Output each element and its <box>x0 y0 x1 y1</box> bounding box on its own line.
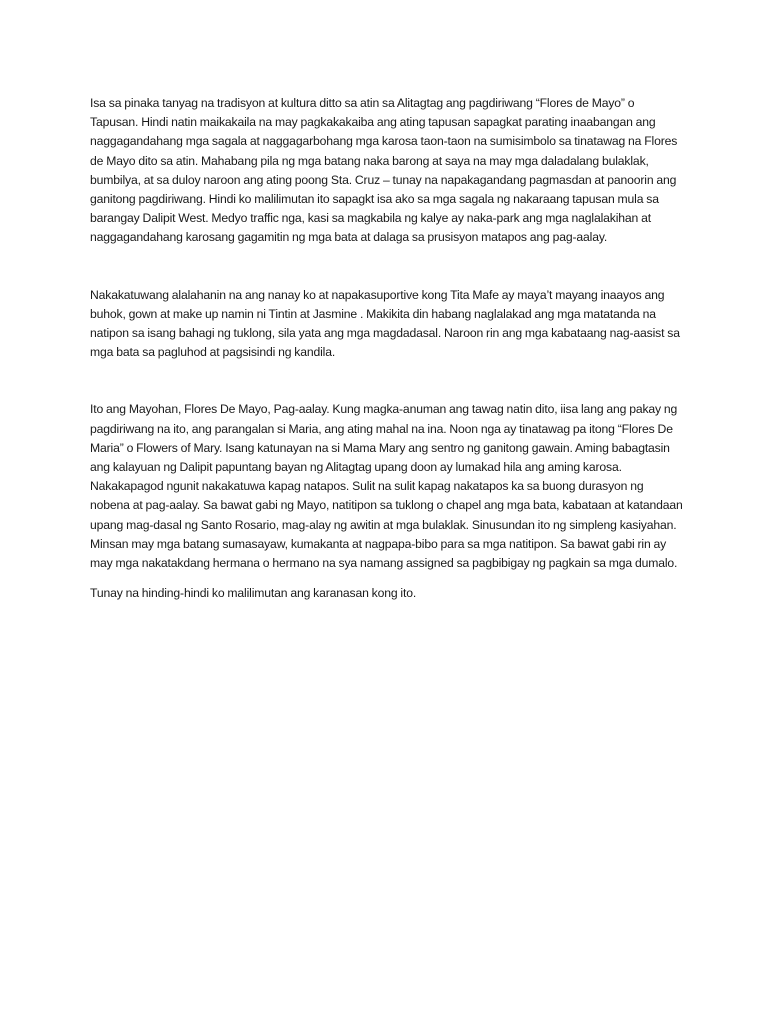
paragraph-3: Ito ang Mayohan, Flores De Mayo, Pag-aalay. Kung magka-anuman ang tawag natin dito, iisa lang ang pakay ng pagdiriwang na ito, ang parangalan si Maria, ang ating mahal na ina. Noon nga ay tinatawag pa itong “Flores De Maria” o Flowers of Mary. Isang katunayan na si Mama Mary ang sentro ng ganitong gawain. Aming babagtasin ang kalayuan ng Dalipit papuntang bayan ng Alitagtag upang doon ay lumakad hila ang aming karosa. Nakakapagod ngunit nakakatuwa kapag natapos. Sulit na sulit kapag nakatapos ka sa buong durasyon ng nobena at pag-aalay. Sa bawat gabi ng Mayo, natitipon sa tuklong o chapel ang mga bata, kabataan at katandaan upang mag-dasal ng Santo Rosario, mag-alay ng awitin at mga bulaklak. Sinusundan ito ng simpleng kasiyahan. Minsan may mga batang sumasayaw, kumakanta at nagpapa-bibo para sa mga natitipon. Sa bawat gabi rin ay may mga nakatakdang hermana o hermano na sya namang assigned sa pagbibigay ng pagkain sa mga dumalo. <box>90 402 683 571</box>
paragraph-4: Tunay na hinding-hindi ko malilimutan ang karanasan kong ito. <box>90 586 417 601</box>
document-body <box>90 94 685 603</box>
paragraph-1: Isa sa pinaka tanyag na tradisyon at kultura ditto sa atin sa Alitagtag ang pagdiriwang “Flores de Mayo” o Tapusan. Hindi natin maikakaila na may pagkakakaiba ang ating tapusan sapagkat parating inaabangan ang naggagandahang mga sagala at naggagarbohang mga karosa taon-taon na sumisimbolo sa tinatawag na Flores de Mayo dito sa atin. Mahabang pila ng mga batang naka barong at saya na may mga daladalang bulaklak, bumbilya, at sa duloy naroon ang ating poong Sta. Cruz – tunay na napakagandang pagmasdan at panoorin ang ganitong pagdiriwang. Hindi ko malilimutan ito sapagkt isa ako sa mga sagala ng nakaraang tapusan mula sa barangay Dalipit West. Medyo traffic nga, kasi sa magkabila ng kalye ay naka-park ang mga naglalakihan at naggagandahang karosang gagamitin ng mga bata at dalaga sa prusisyon matapos ang pag-aalay. <box>90 96 678 245</box>
paragraph-2: Nakakatuwang alalahanin na ang nanay ko at napakasuportive kong Tita Mafe ay maya’t mayang inaayos ang buhok, gown at make up namin ni Tintin at Jasmine . Makikita din habang naglalakad ang mga matatanda na natipon sa isang bahagi ng tuklong, sila yata ang mga magdadasal. Naroon rin ang mga kabataang nag-aasist sa mga bata sa pagluhod at pagsisindi ng kandila. <box>90 287 680 360</box>
